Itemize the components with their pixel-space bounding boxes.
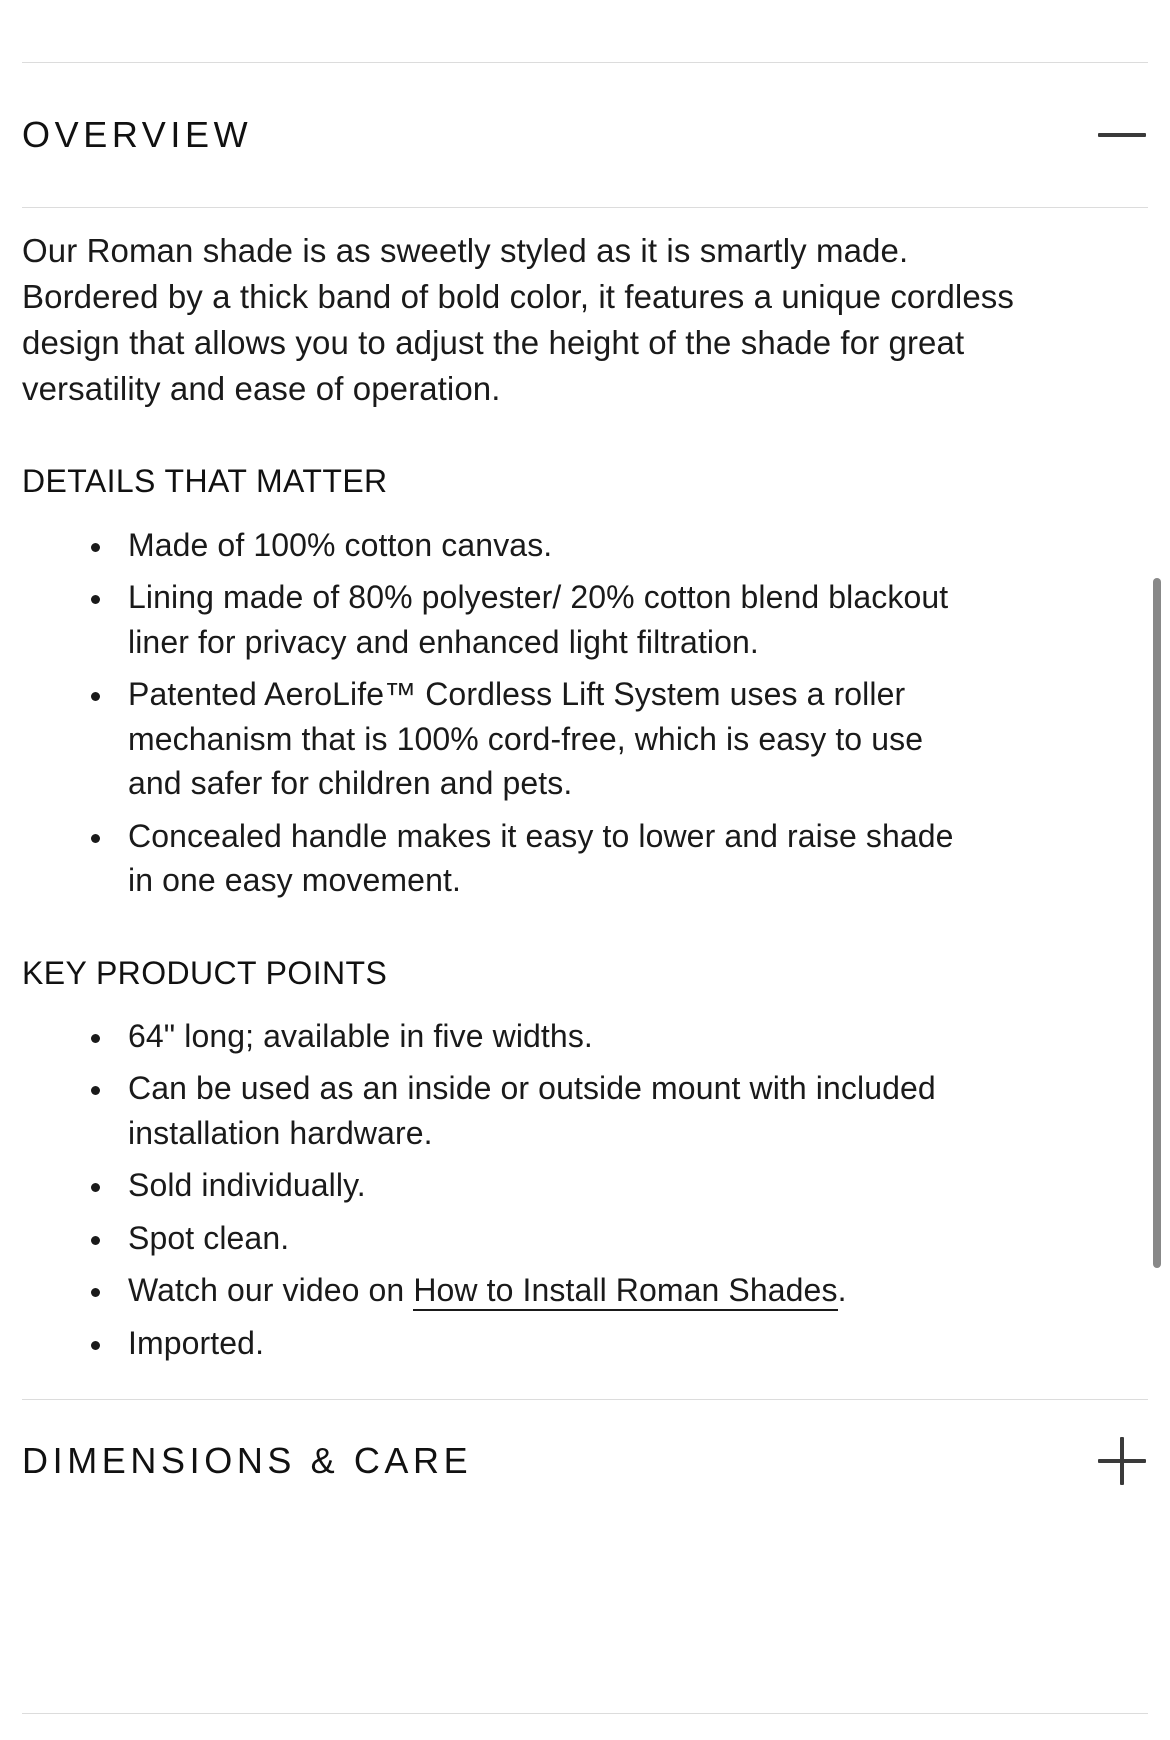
list-item: Spot clean. bbox=[88, 1216, 968, 1260]
section-title-overview: OVERVIEW bbox=[22, 114, 253, 155]
divider-under-overview-header bbox=[22, 207, 1148, 208]
accordion-header-dimensions-care[interactable] bbox=[22, 1430, 1148, 1492]
overview-lead-paragraph: Our Roman shade is as sweetly styled as it is smartly made. Bordered by a thick band of bold color, it features a unique cordless design that allows you to adjust the height of the shade for great versatility and ease of operation. bbox=[22, 232, 1015, 407]
list-item-text-after: . bbox=[837, 1272, 847, 1309]
list-item: 64" long; available in five widths. bbox=[88, 1014, 968, 1058]
key-product-points-list bbox=[22, 1014, 1052, 1365]
list-item: Made of 100% cotton canvas. bbox=[88, 523, 968, 567]
divider-top bbox=[22, 62, 1148, 63]
details-that-matter-heading: DETAILS THAT MATTER bbox=[22, 463, 388, 500]
list-item: Concealed handle makes it easy to lower and raise shade in one easy movement. bbox=[88, 814, 968, 903]
divider-bottom bbox=[22, 1713, 1148, 1714]
list-item-with-link bbox=[88, 1268, 968, 1312]
details-that-matter-list bbox=[22, 523, 1052, 903]
scrollbar[interactable] bbox=[1152, 0, 1170, 1740]
accordion-header-overview[interactable] bbox=[22, 104, 1148, 166]
minus-icon-bar bbox=[1098, 133, 1146, 137]
plus-icon[interactable] bbox=[1096, 1435, 1148, 1487]
list-item: Can be used as an inside or outside mount with included installation hardware. bbox=[88, 1066, 968, 1155]
overview-panel bbox=[22, 228, 1052, 1365]
list-item: Imported. bbox=[88, 1321, 968, 1365]
minus-icon[interactable] bbox=[1096, 109, 1148, 161]
divider-before-dimensions bbox=[22, 1399, 1148, 1400]
list-item: Patented AeroLife™ Cordless Lift System uses a roller mechanism that is 100% cord-free, which is easy to use and safer for children and pets. bbox=[88, 672, 968, 805]
key-product-points-heading: KEY PRODUCT POINTS bbox=[22, 954, 388, 991]
scrollbar-thumb[interactable] bbox=[1153, 578, 1161, 1268]
section-title-dimensions-care: DIMENSIONS & CARE bbox=[22, 1440, 473, 1481]
list-item: Sold individually. bbox=[88, 1163, 968, 1207]
plus-icon-bar-vertical bbox=[1120, 1437, 1124, 1485]
list-item: Lining made of 80% polyester/ 20% cotton blend blackout liner for privacy and enhanced light filtration. bbox=[88, 575, 968, 664]
list-item-text-before: Watch our video on bbox=[128, 1272, 414, 1309]
how-to-install-roman-shades-link[interactable]: How to Install Roman Shades bbox=[413, 1272, 837, 1311]
